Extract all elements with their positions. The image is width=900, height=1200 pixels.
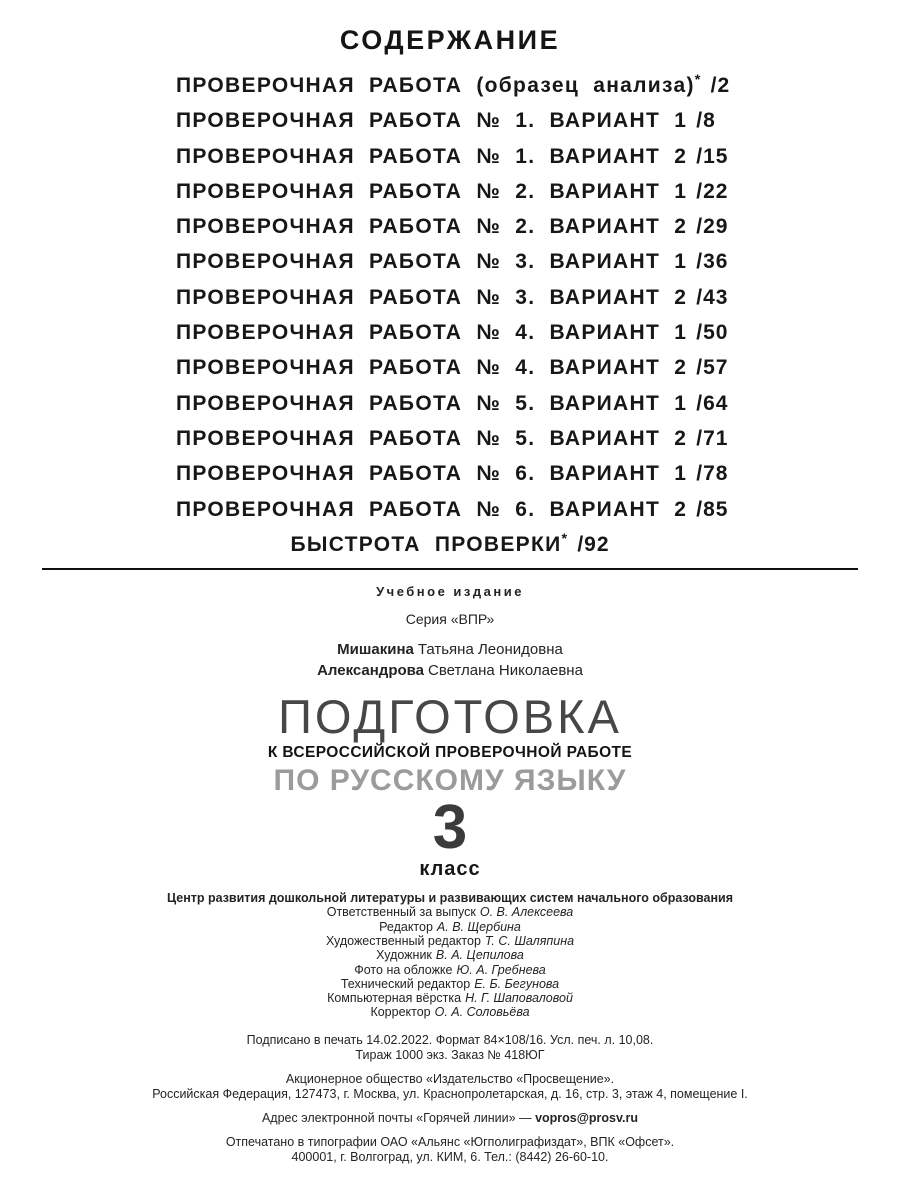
credit-line (0, 905, 900, 919)
credit-name: О. А. Соловьёва (434, 1005, 530, 1020)
toc-entry-label: БЫСТРОТА ПРОВЕРКИ (290, 532, 562, 556)
publisher-line-2: Российская Федерация, 127473, г. Москва, ул. Краснопролетарская, д. 16, стр. 3, этаж 4, помещение I. (152, 1086, 748, 1101)
toc-entry-page: /8 (696, 109, 716, 133)
toc-entry-star: * (694, 72, 702, 88)
toc-entry-label: ПРОВЕРОЧНАЯ РАБОТА № 6. ВАРИАНТ 2 (176, 497, 688, 521)
toc-entry-page: /64 (696, 391, 729, 415)
print-info (0, 1033, 900, 1063)
print-info-line-2: Тираж 1000 экз. Заказ № 418ЮГ (355, 1047, 545, 1062)
hotline-label: Адрес электронной почты «Горячей линии» — (261, 1110, 532, 1125)
credit-name: Ю. А. Гребнева (456, 962, 546, 977)
toc-entry (0, 492, 900, 527)
toc-entry-label: ПРОВЕРОЧНАЯ РАБОТА № 5. ВАРИАНТ 1 (176, 391, 688, 415)
credit-line (0, 934, 900, 948)
toc-entry-label: ПРОВЕРОЧНАЯ РАБОТА № 5. ВАРИАНТ 2 (176, 426, 688, 450)
toc-entry-page: /71 (696, 426, 729, 450)
printer-line-1: Отпечатано в типографии ОАО «Альянс «Югполиграфиздат», ВПК «Офсет». (225, 1134, 675, 1149)
toc-entry-label: ПРОВЕРОЧНАЯ РАБОТА № 4. ВАРИАНТ 1 (176, 321, 688, 345)
toc-entry-label: ПРОВЕРОЧНАЯ РАБОТА № 1. ВАРИАНТ 2 (176, 144, 688, 168)
credit-line (0, 1005, 900, 1019)
credit-role: Художник (376, 948, 432, 963)
author-surname: Мишакина (337, 641, 414, 659)
printer-info (0, 1135, 900, 1165)
grade-word: класс (419, 858, 481, 881)
toc-entry-star: * (561, 530, 569, 547)
grade-number: 3 (432, 793, 468, 863)
toc-entry-label: ПРОВЕРОЧНАЯ РАБОТА № 1. ВАРИАНТ 1 (176, 109, 688, 133)
toc-entry (0, 421, 900, 456)
credit-line (0, 991, 900, 1005)
toc-entry-page: /15 (696, 144, 729, 168)
toc-entry-page: /92 (577, 532, 610, 556)
toc-entry-page: /36 (696, 250, 729, 274)
print-info-line-1: Подписано в печать 14.02.2022. Формат 84×108/16. Усл. печ. л. 10,08. (246, 1032, 654, 1047)
author-line (0, 660, 900, 681)
toc-entry (0, 174, 900, 209)
credits-list (0, 905, 900, 1019)
credit-name: В. А. Цепилова (435, 948, 524, 963)
toc-entry-page: /2 (710, 74, 731, 97)
toc-entry-label: ПРОВЕРОЧНАЯ РАБОТА № 3. ВАРИАНТ 1 (176, 250, 688, 274)
toc-entry-page: /78 (696, 462, 729, 486)
toc-entry-label: ПРОВЕРОЧНАЯ РАБОТА № 3. ВАРИАНТ 2 (176, 285, 688, 309)
colophon (0, 584, 900, 1165)
toc-entry-label: ПРОВЕРОЧНАЯ РАБОТА № 2. ВАРИАНТ 2 (176, 215, 688, 239)
credit-role: Технический редактор (340, 976, 471, 991)
publishing-center-line: Центр развития дошкольной литературы и развивающих систем начального образования (166, 891, 734, 906)
toc-entry (0, 139, 900, 174)
toc-entry-page: /85 (696, 497, 729, 521)
toc-entry (0, 244, 900, 279)
toc-entry-page: /57 (696, 356, 729, 380)
toc-entry-label: ПРОВЕРОЧНАЯ РАБОТА № 2. ВАРИАНТ 1 (176, 179, 688, 203)
author-given: Светлана Николаевна (428, 662, 583, 680)
book-title: ПОДГОТОВКА (278, 690, 622, 744)
publisher-line-1: Акционерное общество «Издательство «Просвещение». (285, 1071, 615, 1086)
toc-entry-label: ПРОВЕРОЧНАЯ РАБОТА (образец анализа) (176, 74, 695, 97)
credit-role: Редактор (379, 919, 433, 934)
credit-name: Е. Б. Бегунова (474, 976, 560, 991)
series-label: Серия «ВПР» (405, 611, 495, 628)
credit-role: Фото на обложке (354, 962, 453, 977)
toc-entry (0, 456, 900, 491)
credit-name: О. В. Алексеева (479, 905, 574, 920)
author-surname: Александрова (317, 662, 425, 680)
author-line (0, 639, 900, 660)
toc-entry (0, 103, 900, 138)
toc-entry-label: ПРОВЕРОЧНАЯ РАБОТА № 6. ВАРИАНТ 1 (176, 462, 688, 486)
book-subtitle-2: ПО РУССКОМУ ЯЗЫКУ (273, 764, 627, 798)
toc-list (0, 68, 900, 562)
toc-entry (0, 350, 900, 385)
hotline-line (0, 1111, 900, 1126)
toc-entry (0, 315, 900, 350)
edition-label: Учебное издание (376, 584, 524, 600)
toc-entry-page: /29 (696, 215, 729, 239)
credit-role: Ответственный за выпуск (326, 905, 476, 920)
toc-entry-label: ПРОВЕРОЧНАЯ РАБОТА № 4. ВАРИАНТ 2 (176, 356, 688, 380)
toc-entry (0, 280, 900, 315)
credit-name: А. В. Щербина (436, 919, 521, 934)
toc-entry (0, 527, 900, 562)
author-given: Татьяна Леонидовна (417, 641, 563, 659)
book-subtitle-1: К ВСЕРОССИЙСКОЙ ПРОВЕРОЧНОЙ РАБОТЕ (267, 744, 633, 762)
credit-line (0, 963, 900, 977)
authors (0, 639, 900, 681)
credit-role: Художественный редактор (325, 933, 481, 948)
credit-name: Н. Г. Шаповаловой (465, 991, 573, 1006)
toc-entry-page: /43 (696, 285, 729, 309)
toc-title: СОДЕРЖАНИЕ (339, 25, 561, 55)
credit-line (0, 948, 900, 962)
toc-entry (0, 68, 900, 103)
toc-entry (0, 209, 900, 244)
section-divider (42, 568, 858, 570)
credit-name: Т. С. Шаляпина (484, 933, 575, 948)
toc-entry-page: /50 (696, 321, 729, 345)
hotline-email: vopros@prosv.ru (535, 1110, 639, 1125)
publisher-info (0, 1072, 900, 1102)
credit-role: Корректор (370, 1005, 431, 1020)
credit-role: Компьютерная вёрстка (327, 991, 462, 1006)
credit-line (0, 920, 900, 934)
toc-entry-page: /22 (696, 179, 729, 203)
credit-line (0, 977, 900, 991)
toc-entry (0, 386, 900, 421)
printer-line-2: 400001, г. Волгоград, ул. КИМ, 6. Тел.: (8442) 26-60-10. (291, 1149, 609, 1164)
